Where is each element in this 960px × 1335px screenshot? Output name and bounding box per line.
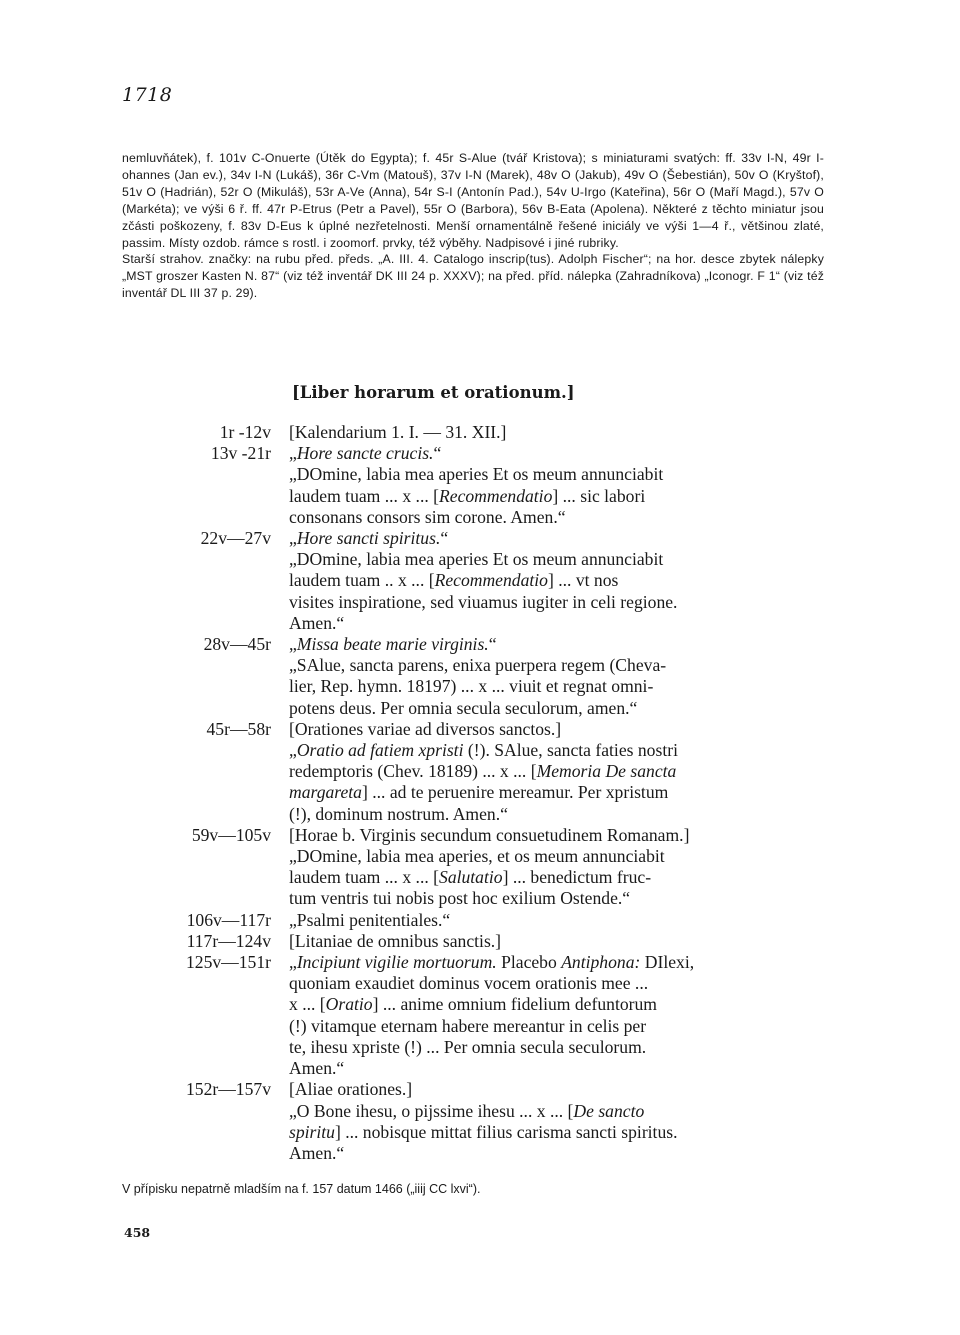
contents-entry <box>150 931 830 952</box>
entry-text <box>289 443 830 528</box>
text-segment: DIlexi, <box>640 952 695 973</box>
text-line <box>289 676 830 697</box>
italic-segment: Oratio <box>325 994 373 1015</box>
italic-segment: Salutatio <box>439 867 503 888</box>
text-line <box>289 804 830 825</box>
italic-segment: Incipiunt vigilie mortuorum. <box>296 952 497 973</box>
manuscript-description <box>122 150 824 302</box>
text-line <box>289 1143 830 1164</box>
italic-segment: spiritu <box>289 1121 335 1142</box>
contents-entry <box>150 422 830 443</box>
text-line <box>289 507 830 528</box>
contents-entry <box>150 634 830 719</box>
text-line <box>289 570 830 591</box>
text-segment: ] ... vt nos <box>547 570 619 591</box>
entry-text <box>289 422 830 443</box>
description-paragraph: nemluvňátek), f. 101v C-Onuerte (Útěk do Egypta); f. 45r S-Alue (tvář Kristova); s miniaturami svatých: ff. 33v I-N, 49r I-ohannes (Jan ev.), 34v I-N (Lukáš), 36r C-Vm (Matouš), 37v I-N (Marek), 48v O (Jakub), 49v O (Šebestián), 50v O (Kryštof), 51v O (Hadrián), 52r O (Mikuláš), 53r A-Ve (Anna), 54r S-I (Antonín Pad.), 54v U-Irgo (Kateřina), 56r O (Maří Magd.), 57v O (Markéta); ve výši 6 ř. ff. 47r P-Etrus (Petr a Pavel), 55r O (Barbora), 56v B-Eata (Apolena). Některé z těchto miniatur jsou zčásti poškozeny, f. 83v D-Eus k úplné nezřetelnosti. Menší ornamentálně řešené iniciály ve výši 1—4 ř., většinou zlaté, passim. Místy ozdob. rámce s rostl. i zoomorf. prvky, též výběhy. Nadpisové i jiné rubriky. <box>122 151 824 250</box>
text-segment: redemptoris (Chev. 18189) ... x ... [ <box>289 761 537 782</box>
entry-text <box>289 952 830 1079</box>
contents-entry <box>150 952 830 1079</box>
text-line <box>289 698 830 719</box>
contents-heading: [Liber horarum et orationum.] <box>292 383 575 402</box>
running-page-number: 1718 <box>122 84 173 106</box>
italic-segment: Antiphona: <box>561 952 641 973</box>
text-segment: „ <box>289 443 297 464</box>
text-segment: visites inspiratione, sed viuamus iugiter in celi regione. <box>289 591 678 612</box>
text-segment: „ <box>289 528 297 549</box>
italic-segment: Hore sancti spiritus. <box>296 528 441 549</box>
contents-entry <box>150 1079 830 1164</box>
text-segment: “ <box>488 634 497 655</box>
italic-segment: Recommendatio <box>434 570 548 591</box>
entry-text <box>289 910 830 931</box>
text-line <box>289 1101 830 1122</box>
text-line <box>289 846 830 867</box>
text-line <box>289 1016 830 1037</box>
text-line <box>289 782 830 803</box>
italic-segment: De sancto <box>573 1100 645 1121</box>
folio-range: 13v -21r <box>210 443 271 464</box>
text-line <box>289 910 830 931</box>
folio-range: 152r—157v <box>185 1079 271 1100</box>
entry-text <box>289 528 830 634</box>
text-segment: laudem tuam ... x ... [ <box>289 867 440 888</box>
text-segment: ] ... benedictum fruc- <box>502 867 652 888</box>
text-segment: laudem tuam ... x ... [ <box>289 485 440 506</box>
text-line <box>289 634 830 655</box>
folio-range: 22v—27v <box>200 528 271 549</box>
contents-entry <box>150 910 830 931</box>
italic-segment: margareta <box>289 782 362 803</box>
contents-entry <box>150 825 830 910</box>
entry-text <box>289 634 830 719</box>
italic-segment: Oratio ad fatiem xpristi <box>296 740 464 761</box>
text-segment: tum ventris tui nobis post hoc exilium Ostende.“ <box>289 888 631 909</box>
text-segment: ] ... anime omnium fidelium defuntorum <box>372 994 657 1015</box>
text-segment: Amen.“ <box>289 1142 345 1163</box>
text-line <box>289 761 830 782</box>
text-line <box>289 655 830 676</box>
text-line <box>289 973 830 994</box>
text-segment: „SAlue, sancta parens, enixa puerpera regem (Cheva- <box>289 655 667 676</box>
text-segment: te, ihesu xpriste (!) ... Per omnia secula seculorum. <box>289 1036 647 1057</box>
text-line <box>289 1037 830 1058</box>
text-line <box>289 592 830 613</box>
text-segment: x ... [ <box>289 994 326 1015</box>
text-segment: „DOmine, labia mea aperies Et os meum annunciabit <box>289 464 664 485</box>
text-segment: quoniam exaudiet dominus vocem orationis mee ... <box>289 973 649 994</box>
entry-text <box>289 825 830 910</box>
text-segment: [Horae b. Virginis secundum consuetudinem Romanam.] <box>289 824 690 845</box>
text-segment: „Psalmi penitentiales.“ <box>289 909 451 930</box>
text-segment: Amen.“ <box>289 1058 345 1079</box>
contents-entry <box>150 443 830 528</box>
text-line <box>289 888 830 909</box>
text-segment: „ <box>289 634 297 655</box>
text-segment: ] ... nobisque mittat filius carisma sancti spiritus. <box>334 1121 678 1142</box>
text-line <box>289 1079 830 1100</box>
italic-segment: Missa beate marie virginis. <box>296 634 489 655</box>
text-segment: „ <box>289 952 297 973</box>
text-line <box>289 486 830 507</box>
text-line <box>289 464 830 485</box>
folio-range: 1r -12v <box>219 422 271 442</box>
text-segment: (!), dominum nostrum. Amen.“ <box>289 803 508 824</box>
entry-text <box>289 931 830 952</box>
folio-range: 45r—58r <box>206 718 271 739</box>
text-segment: ] ... ad te peruenire mereamur. Per xpristum <box>361 782 669 803</box>
text-line <box>289 1058 830 1079</box>
text-line <box>289 825 830 846</box>
text-line <box>289 549 830 570</box>
contents-list <box>150 422 830 1164</box>
description-paragraph: Starší strahov. značky: na rubu před. předs. „A. III. 4. Catalogo inscrip(tus). Adolph Fischer“; na hor. desce zbytek nálepky „MST groszer Kasten N. 87“ (viz též inventář DK III 24 p. XXXV); na před. příd. nálepka (Zahradníkova) „Iconogr. F 1“ (viz též inventář DL III 37 p. 29). <box>122 252 824 301</box>
text-line <box>289 740 830 761</box>
text-line <box>289 867 830 888</box>
contents-entry <box>150 528 830 634</box>
text-segment: [Orationes variae ad diversos sanctos.] <box>289 718 562 739</box>
folio-range: 106v—117r <box>186 909 271 930</box>
text-segment: (!). SAlue, sancta faties nostri <box>463 740 678 761</box>
text-line <box>289 422 830 443</box>
text-segment: „ <box>289 740 297 761</box>
text-segment: Amen.“ <box>289 612 345 633</box>
folio-range: 117r—124v <box>186 930 271 951</box>
text-line <box>289 613 830 634</box>
text-line <box>289 528 830 549</box>
text-segment: “ <box>433 443 442 464</box>
text-line <box>289 1122 830 1143</box>
text-segment: lier, Rep. hymn. 18197) ... x ... viuit et regnat omni- <box>289 676 654 697</box>
text-line <box>289 952 830 973</box>
text-segment: Placebo <box>496 952 562 973</box>
folio-range: 59v—105v <box>191 824 271 845</box>
text-segment: „O Bone ihesu, o pijssime ihesu ... x ... [ <box>289 1100 574 1121</box>
entry-text <box>289 719 830 825</box>
italic-segment: Recommendatio <box>439 485 553 506</box>
text-segment: [Kalendarium 1. I. — 31. XII.] <box>289 422 507 442</box>
footnote: V přípisku nepatrně mladším na f. 157 datum 1466 („iiij CC lxvi“). <box>122 1182 481 1196</box>
page-number: 458 <box>124 1225 151 1240</box>
text-line <box>289 443 830 464</box>
text-segment: [Aliae orationes.] <box>289 1079 413 1100</box>
text-segment: „DOmine, labia mea aperies, et os meum annunciabit <box>289 846 665 867</box>
text-line <box>289 719 830 740</box>
folio-range: 28v—45r <box>203 634 271 655</box>
italic-segment: Hore sancte crucis. <box>296 443 434 464</box>
italic-segment: Memoria De sancta <box>536 761 677 782</box>
text-segment: consonans consors sim corone. Amen.“ <box>289 506 566 527</box>
text-segment: “ <box>440 528 449 549</box>
text-segment: (!) vitamque eternam habere mereantur in celis per <box>289 1015 647 1036</box>
folio-range: 125v—151r <box>185 952 271 973</box>
text-segment: laudem tuam .. x ... [ <box>289 570 435 591</box>
text-segment: ] ... sic labori <box>552 485 646 506</box>
text-segment: „DOmine, labia mea aperies Et os meum annunciabit <box>289 549 664 570</box>
text-line <box>289 994 830 1015</box>
entry-text <box>289 1079 830 1164</box>
text-segment: potens deus. Per omnia secula seculorum, amen.“ <box>289 697 638 718</box>
text-line <box>289 931 830 952</box>
contents-entry <box>150 719 830 825</box>
text-segment: [Litaniae de omnibus sanctis.] <box>289 930 502 951</box>
